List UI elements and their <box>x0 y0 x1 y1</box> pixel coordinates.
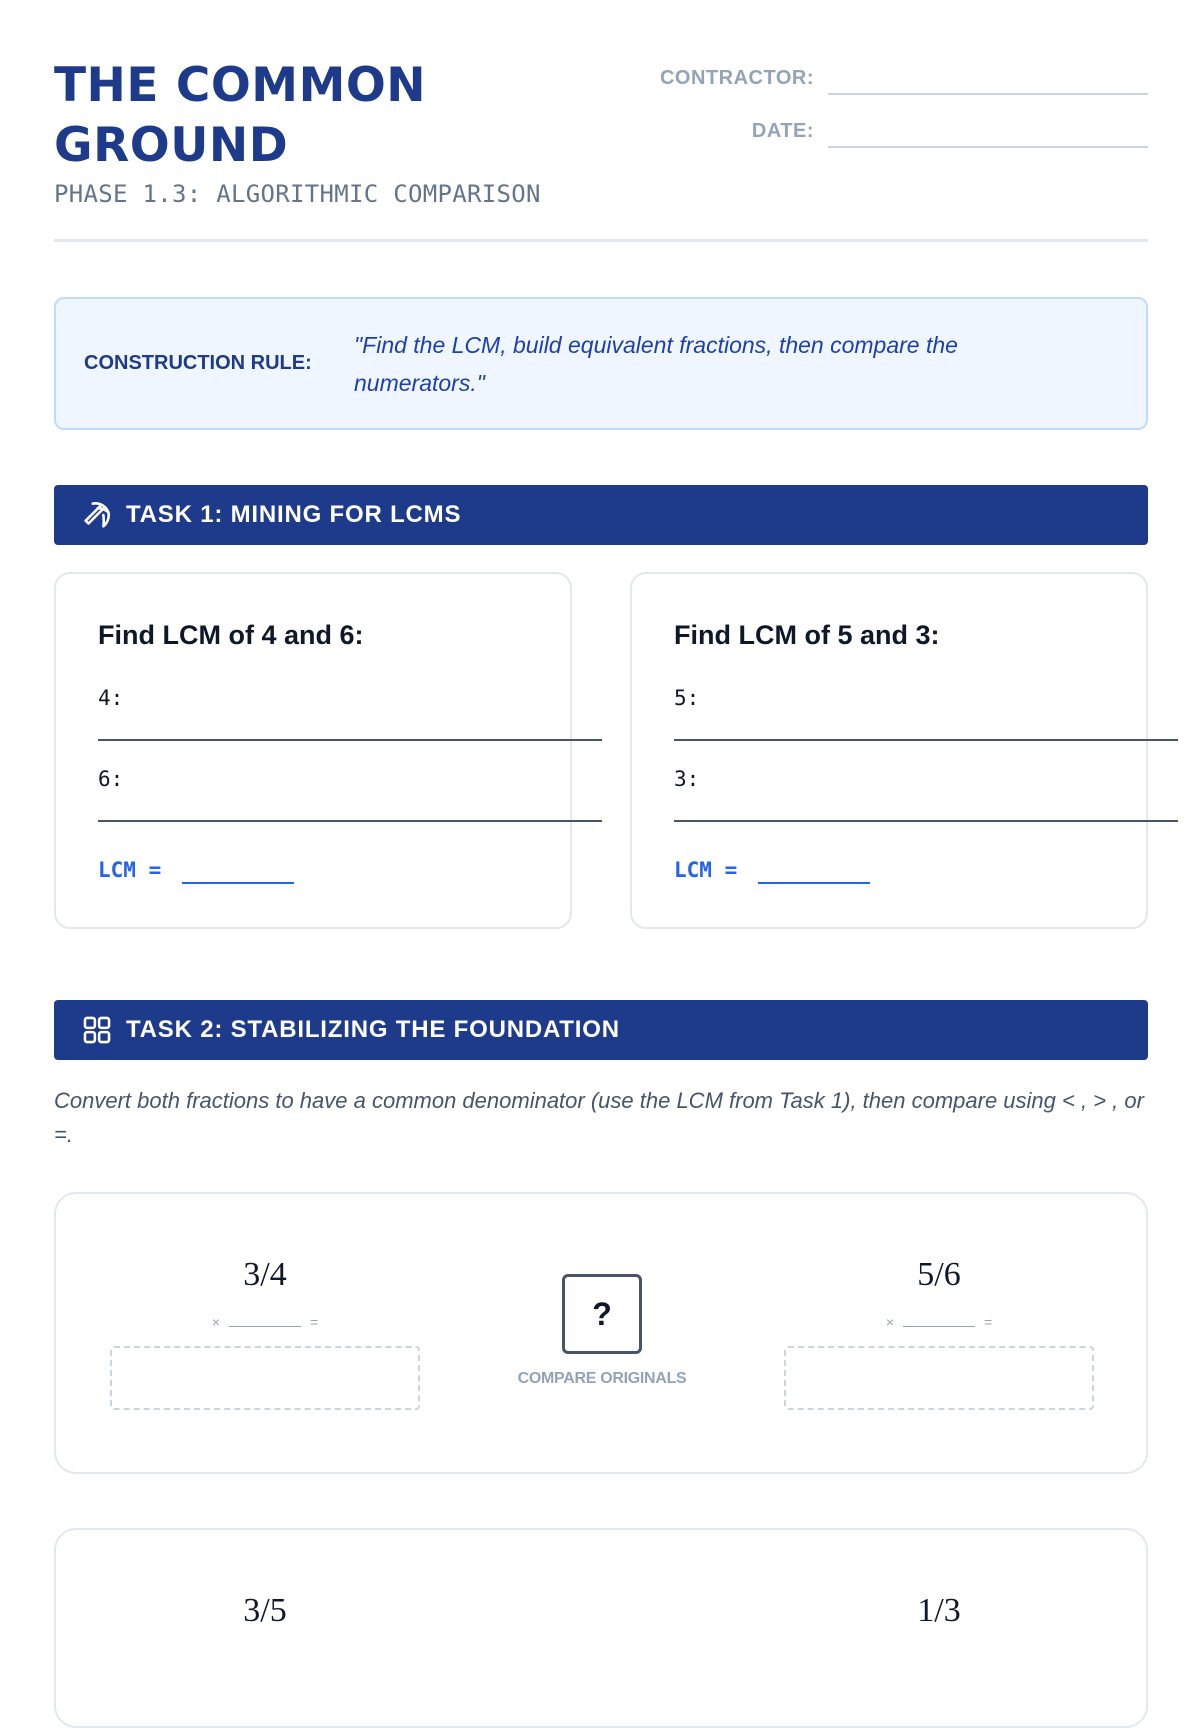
right-fraction-column <box>784 1592 1094 1636</box>
rule-label: CONSTRUCTION RULE: <box>84 352 312 374</box>
contractor-label: CONTRACTOR: <box>659 67 814 89</box>
left-fraction: 3/4 <box>243 1256 287 1293</box>
grid-icon <box>80 1013 114 1047</box>
task2-instructions: Convert both fractions to have a common denominator (use the LCM from Task 1), then compare using < , > , or =. <box>54 1088 1144 1147</box>
pickaxe-icon <box>80 498 114 532</box>
worksheet-header <box>54 56 1148 242</box>
header-meta-fields <box>648 56 1148 162</box>
lcm-question: Find LCM of 4 and 6: <box>98 620 364 650</box>
contractor-field <box>648 56 1148 96</box>
multiples-label-a: 5: <box>674 686 700 710</box>
multiples-line-b[interactable] <box>674 820 1178 822</box>
equals-sign: = <box>984 1314 993 1330</box>
comparison-card-1 <box>54 1192 1148 1474</box>
lcm-card-2 <box>630 572 1148 929</box>
multiples-label-b: 6: <box>98 767 124 791</box>
multiply-sign: × <box>211 1314 220 1330</box>
multiples-line-a[interactable] <box>674 739 1178 741</box>
right-fraction-column <box>784 1256 1094 1410</box>
date-input-line[interactable] <box>828 146 1148 148</box>
equals-sign: = <box>310 1314 319 1330</box>
left-multiplier-row <box>110 1308 420 1330</box>
title-line-1: THE COMMON <box>54 58 427 113</box>
left-fraction-column <box>110 1592 420 1636</box>
date-field <box>648 109 1148 149</box>
task1-title: TASK 1: MINING FOR LCMS <box>126 501 462 528</box>
date-label: DATE: <box>751 120 814 142</box>
lcm-answer-line[interactable] <box>758 882 870 884</box>
compare-originals-label: COMPARE ORIGINALS <box>517 1370 687 1387</box>
title-line-2: GROUND <box>54 118 289 173</box>
left-equivalent-answer-box[interactable] <box>110 1346 420 1410</box>
lcm-question: Find LCM of 5 and 3: <box>674 620 940 650</box>
multiples-line-b[interactable] <box>98 820 602 822</box>
multiples-label-a: 4: <box>98 686 124 710</box>
right-multiplier-blank[interactable] <box>903 1326 975 1327</box>
lcm-card-1 <box>54 572 572 929</box>
task1-header-bar <box>54 485 1148 545</box>
multiples-label-b: 3: <box>674 767 700 791</box>
right-fraction: 5/6 <box>917 1256 961 1293</box>
comparison-card-2 <box>54 1528 1148 1728</box>
compare-symbol-box[interactable]: ? <box>562 1274 642 1354</box>
right-equivalent-answer-box[interactable] <box>784 1346 1094 1410</box>
multiply-sign: × <box>885 1314 894 1330</box>
lcm-answer-label: LCM = <box>98 858 162 882</box>
lcm-answer-line[interactable] <box>182 882 294 884</box>
worksheet-subtitle: PHASE 1.3: ALGORITHMIC COMPARISON <box>54 180 541 208</box>
multiples-line-a[interactable] <box>98 739 602 741</box>
rule-text: "Find the LCM, build equivalent fractions, then compare the numerators." <box>354 331 958 396</box>
contractor-input-line[interactable] <box>828 93 1148 95</box>
right-fraction: 1/3 <box>917 1592 961 1629</box>
construction-rule-box <box>54 297 1148 430</box>
left-fraction: 3/5 <box>243 1592 287 1629</box>
right-multiplier-row <box>784 1308 1094 1330</box>
left-fraction-column <box>110 1256 420 1410</box>
lcm-answer-label: LCM = <box>674 858 738 882</box>
left-multiplier-blank[interactable] <box>229 1326 301 1327</box>
task2-title: TASK 2: STABILIZING THE FOUNDATION <box>126 1016 620 1043</box>
task2-header-bar <box>54 1000 1148 1060</box>
